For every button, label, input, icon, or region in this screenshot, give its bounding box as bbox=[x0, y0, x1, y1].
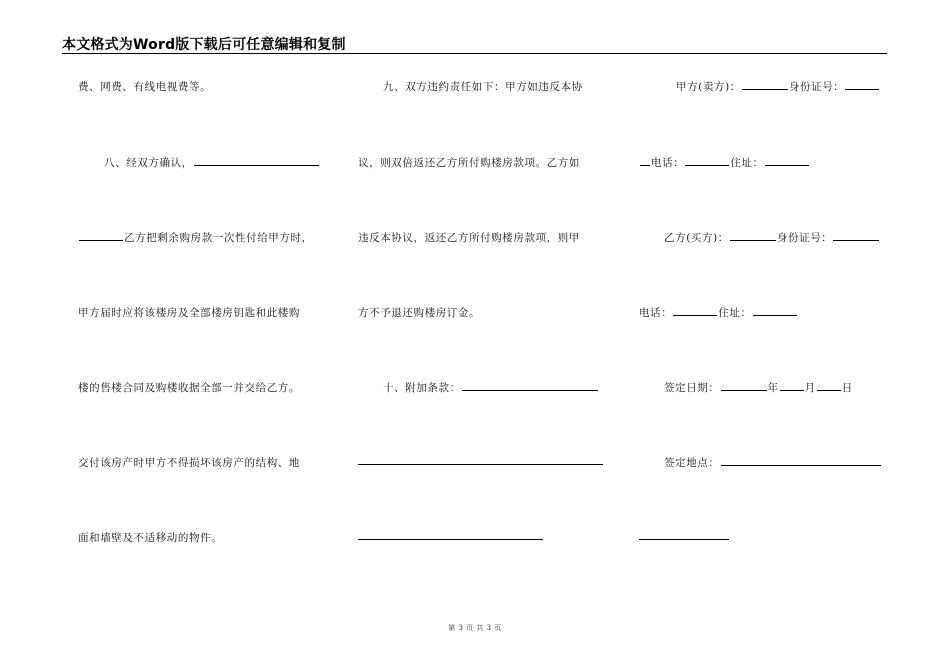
sign-place-line bbox=[664, 455, 882, 470]
sign-place-blank bbox=[721, 455, 881, 466]
col1-line-5: 楼的售楼合同及购楼收据全部一并交给乙方。 bbox=[78, 382, 300, 394]
page-header-title: 本文格式为Word版下载后可任意编辑和复制 bbox=[62, 37, 346, 53]
additional-terms-blank-3 bbox=[358, 539, 543, 540]
col1-line-7: 面和墙壁及不适移动的物件。 bbox=[78, 532, 223, 544]
seller-name-blank bbox=[742, 79, 788, 90]
buyer-contact-line bbox=[639, 305, 798, 320]
additional-terms-blank-1 bbox=[462, 380, 598, 391]
confirm-blank bbox=[194, 155, 319, 166]
seller-label: 甲方(卖方)： bbox=[676, 81, 741, 93]
seller-phone-blank bbox=[685, 155, 729, 166]
day-blank bbox=[817, 380, 841, 391]
col1-line-3-text: 乙方把剩余购房款一次性付给甲方时， bbox=[124, 232, 313, 244]
additional-terms-label: 十、附加条款： bbox=[383, 382, 461, 394]
sign-date-line bbox=[664, 380, 853, 395]
col2-line-4: 方不予退还购楼房订金。 bbox=[358, 307, 481, 319]
col1-line-2-text: 八、经双方确认， bbox=[104, 157, 193, 169]
year-label: 年 bbox=[767, 382, 779, 394]
buyer-line bbox=[664, 230, 880, 245]
seller-phone-label: 电话： bbox=[651, 157, 685, 169]
buyer-addr-blank bbox=[753, 305, 797, 316]
seller-addr-blank bbox=[765, 155, 809, 166]
seller-id-blank-cont bbox=[640, 155, 650, 166]
buyer-addr-label: 住址： bbox=[718, 307, 752, 319]
sign-place-label: 签定地点： bbox=[664, 457, 720, 469]
col2-line-2: 议，则双倍返还乙方所付购楼房款项。乙方如 bbox=[358, 157, 580, 169]
seller-line bbox=[676, 79, 880, 94]
col1-line-1: 费、网费、有线电视费等。 bbox=[78, 81, 212, 93]
col2-line-3: 违反本协议，返还乙方所付购楼房款项，则甲 bbox=[358, 232, 580, 244]
seller-contact-line bbox=[639, 155, 810, 170]
buyer-id-blank bbox=[833, 230, 879, 241]
seller-addr-label: 住址： bbox=[730, 157, 764, 169]
buyer-label: 乙方(买方)： bbox=[664, 232, 729, 244]
sign-date-label: 签定日期： bbox=[664, 382, 720, 394]
seller-id-label: 身份证号： bbox=[788, 81, 845, 93]
buyer-phone-label: 电话： bbox=[639, 307, 673, 319]
additional-terms-blank-2 bbox=[358, 464, 603, 465]
sign-place-blank-2 bbox=[639, 539, 729, 540]
col2-line-1: 九、双方违约责任如下：甲方如违反本协 bbox=[383, 81, 583, 93]
col2-line-5 bbox=[383, 380, 599, 395]
col1-line-6: 交付该房产时甲方不得损坏该房产的结构、地 bbox=[78, 457, 300, 469]
col1-line-2 bbox=[104, 155, 320, 170]
year-blank bbox=[721, 380, 767, 391]
month-label: 月 bbox=[804, 382, 816, 394]
month-blank bbox=[780, 380, 804, 391]
buyer-id-label: 身份证号： bbox=[776, 232, 833, 244]
buyer-name-blank bbox=[730, 230, 776, 241]
day-label: 日 bbox=[841, 382, 853, 394]
buyer-phone-blank bbox=[673, 305, 717, 316]
amount-blank bbox=[79, 230, 123, 241]
seller-id-blank bbox=[845, 79, 879, 90]
col1-line-3 bbox=[78, 230, 313, 245]
header-divider bbox=[62, 53, 887, 54]
page-number: 第 3 页 共 3 页 bbox=[448, 624, 502, 632]
col1-line-4: 甲方届时应将该楼房及全部楼房钥匙和此楼购 bbox=[78, 307, 300, 319]
